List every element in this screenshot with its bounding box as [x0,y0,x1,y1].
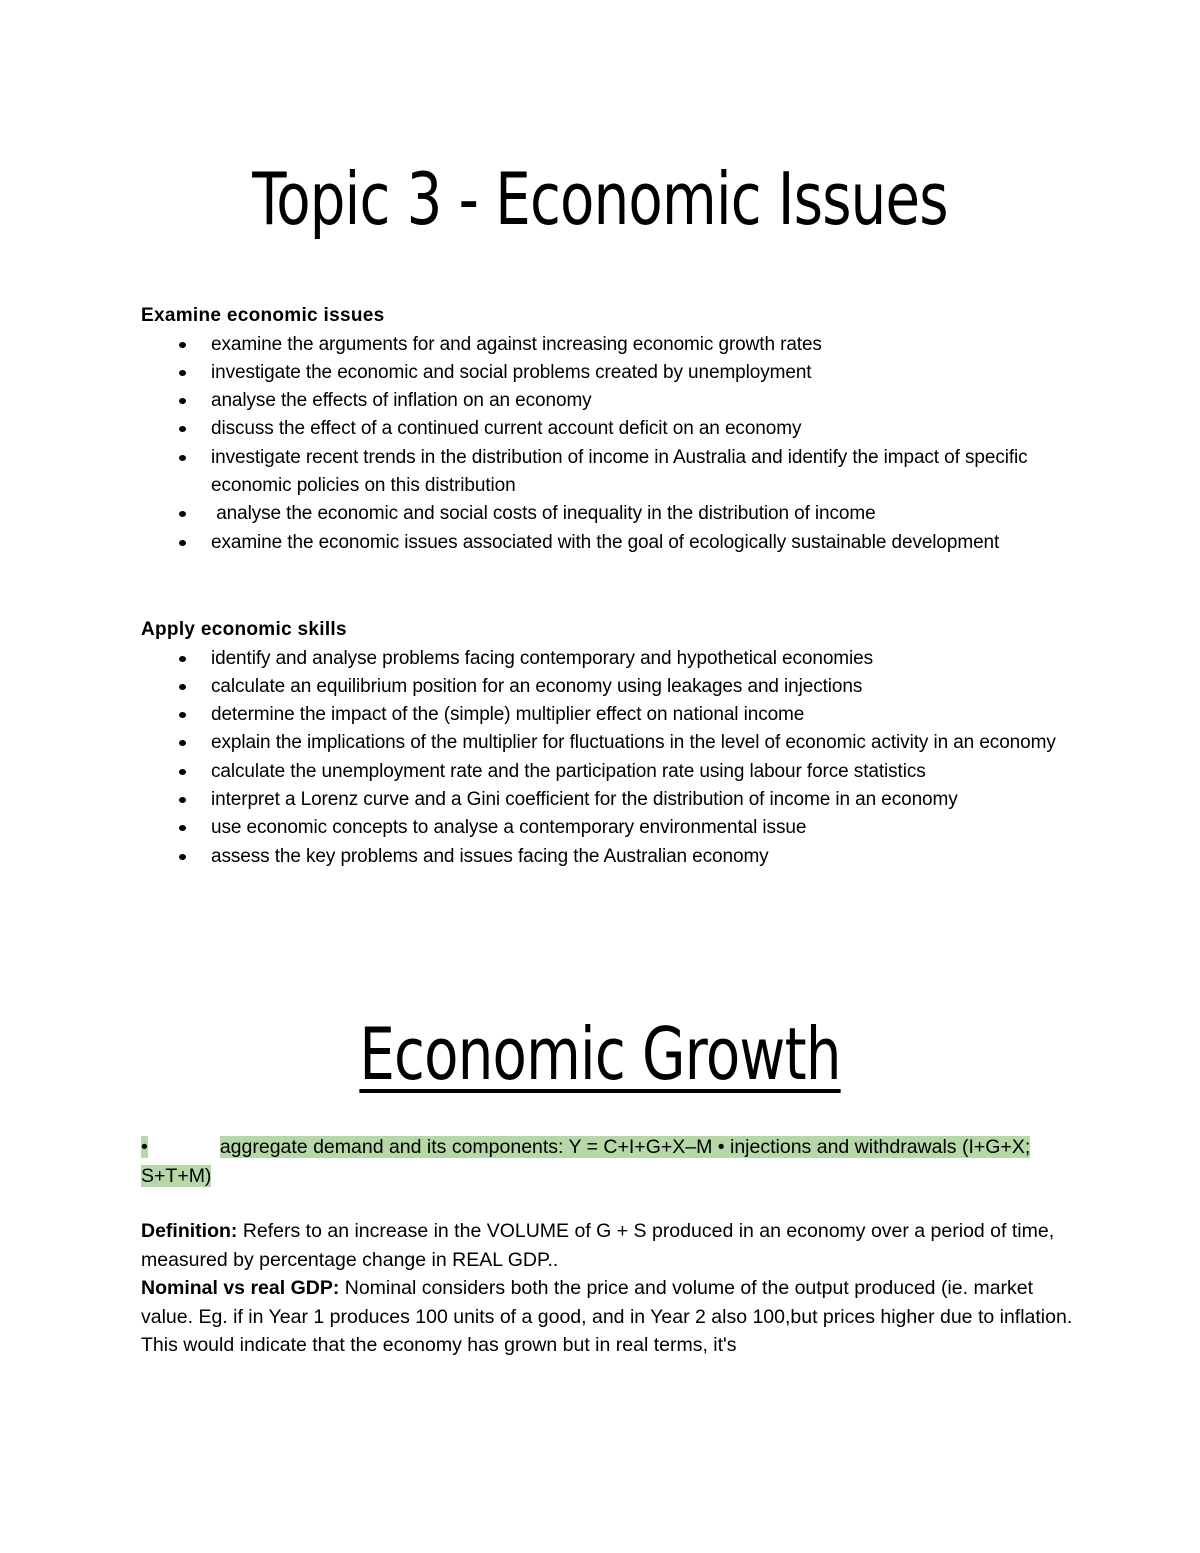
list-item-text: calculate the unemployment rate and the participation rate using labour force statistics [211,760,926,782]
highlighted-note [141,1133,1041,1191]
list-item [141,331,1071,359]
list-item-text: calculate an equilibrium position for an economy using leakages and injections [211,675,863,697]
bullet-icon [179,398,186,404]
list-item-text: use economic concepts to analyse a contemporary environmental issue [211,817,807,839]
page-title: Topic 3 - Economic Issues [252,157,948,241]
list-item [141,359,1071,387]
bullet-icon [179,342,186,348]
bullet-icon [179,740,186,746]
section-title-economic-growth [132,1012,1068,1096]
list-item [141,415,1071,443]
list-item [141,729,1071,757]
list-item-text: interpret a Lorenz curve and a Gini coefficient for the distribution of income in an economy [211,788,958,810]
list-item-text: analyse the economic and social costs of inequality in the distribution of income [211,503,876,525]
list-item-text: identify and analyse problems facing contemporary and hypothetical economies [211,647,874,669]
bullet-icon [179,656,186,662]
bullet-icon [179,797,186,803]
list-item [141,500,1071,528]
section-examine-economic-issues [141,302,1071,557]
list-item-text: examine the economic issues associated with the goal of ecologically sustainable development [211,531,1000,553]
nominal-label: Nominal vs real GDP: [141,1277,340,1299]
nominal-text: Nominal considers both the price and volume of the output produced (ie. market value. Eg. if in Year 1 produces 100 units of a good, and in Year 2 also 100,but prices higher due to inflation. This would indicate that the economy has grown but in real terms, it's [141,1277,1073,1356]
list-item-text: discuss the effect of a continued current account deficit on an economy [211,418,802,440]
list-item [141,529,1071,557]
bullet-icon [179,712,186,718]
bullet-icon [179,540,186,546]
body-text [141,1217,1081,1360]
list-item [141,387,1071,415]
section-apply-economic-skills [141,616,1071,871]
bullet-icon [179,825,186,831]
definition-text: Refers to an increase in the VOLUME of G + S produced in an economy over a period of time, measured by percentage change in REAL GDP.. [141,1220,1055,1271]
bullet-icon [179,370,186,376]
bullet-icon [179,769,186,775]
list-item [141,786,1071,814]
list-item [141,758,1071,786]
list-item [141,843,1071,871]
list-item [141,673,1071,701]
list-item-text: investigate recent trends in the distribution of income in Australia and identify the impact of specific economic policies on this distribution [211,446,1033,496]
list-item [141,701,1071,729]
highlight-bullet: • [141,1136,148,1158]
bullet-icon [179,684,186,690]
list-item-text: investigate the economic and social problems created by unemployment [211,361,812,383]
bullet-icon [179,455,186,461]
list-item-text: determine the impact of the (simple) multiplier effect on national income [211,704,805,726]
bullet-icon [179,511,186,517]
bullet-icon [179,854,186,860]
section-heading: Apply economic skills [141,619,347,640]
section-heading: Examine economic issues [141,305,385,326]
bullet-list [141,645,1071,871]
list-item-text: examine the arguments for and against increasing economic growth rates [211,333,822,355]
list-item [141,814,1071,842]
bullet-list [141,331,1071,557]
definition-paragraph [141,1217,1081,1274]
list-item [141,444,1071,501]
list-item-text: analyse the effects of inflation on an economy [211,390,592,412]
bullet-icon [179,426,186,432]
definition-label: Definition: [141,1220,238,1242]
nominal-vs-real-paragraph [141,1274,1081,1360]
section-title-text: Economic Growth [359,1012,841,1096]
list-item-text: assess the key problems and issues facing the Australian economy [211,845,769,867]
highlight-text: aggregate demand and its components: Y = C+I+G+X–M • injections and withdrawals (I+G+X; S+T+M) [141,1136,1031,1187]
list-item [141,645,1071,673]
list-item-text: explain the implications of the multiplier for fluctuations in the level of economic activity in an economy [211,732,1056,754]
